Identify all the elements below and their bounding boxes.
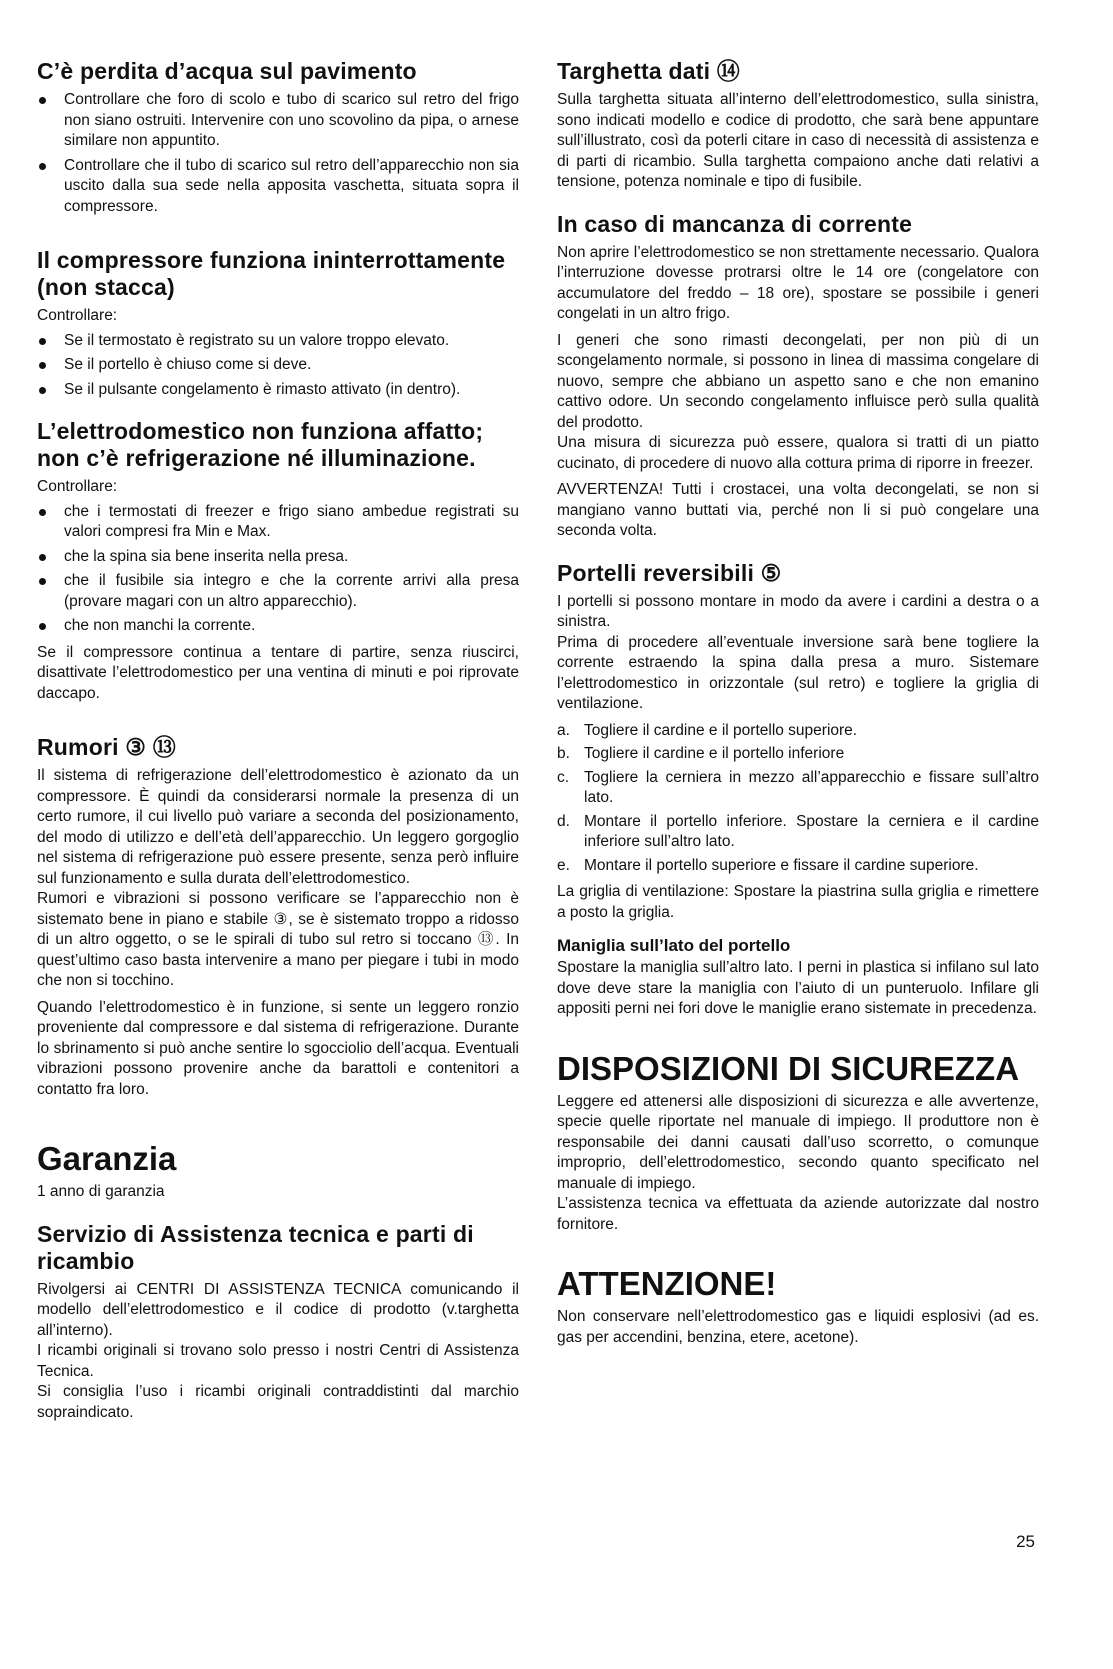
section-service (37, 1221, 519, 1424)
subheading-handle: Maniglia sull’lato del portello (557, 936, 791, 955)
bullet-icon (39, 163, 46, 170)
intro-text: Controllare: (37, 307, 118, 324)
heading-compressor: Il compressore funziona ininterrottamente (non stacca) (37, 247, 506, 300)
heading-rating-plate: Targhetta dati ⑭ (557, 58, 740, 84)
paragraph: Quando l’elettrodomestico è in funzione, si sente un leggero ronzio proveniente dal compressore e dal sistema di refrigerazione. Durante lo sbrinamento si può anche sentire lo sgocciolio dell’acqua. Eventuali vibrazioni possono provenire anche da barattoli e contenitori a contatto fra loro. (37, 998, 519, 1098)
bullet-icon (39, 509, 46, 516)
heading-not-working: L’elettrodomestico non funziona affatto; non c’è refrigerazione né illuminazione. (37, 418, 484, 471)
heading-safety: DISPOSIZIONI DI SICUREZZA (557, 1049, 1020, 1087)
paragraph: Non conservare nell’elettrodomestico gas e liquidi esplosivi (ad es. gas per accendini, benzina, etere, acetone). (557, 1308, 1039, 1346)
paragraph: Sulla targhetta situata all’interno dell’elettrodomestico, sulla sinistra, sono indicati modello e codice di prodotto, che sarà bene appuntare sull’illustrato, così da poterli citare in caso di necessità di assistenza e di parti di ricambio. Sulla targhetta compaiono anche dati relativi a tensione, potenza nominale e tipo di fusibile. (557, 91, 1039, 190)
heading-warranty: Garanzia (37, 1140, 177, 1177)
right-column (557, 58, 1039, 1354)
section-rating-plate (557, 58, 1039, 193)
heading-attention: ATTENZIONE! (557, 1265, 777, 1302)
list-item: Controllare che il tubo di scarico sul retro dell’apparecchio non sia uscito dalla sua sede nella apposita vaschetta, situata sopra il compressore. (37, 156, 519, 218)
paragraph: Rumori e vibrazioni si possono verificare se l’apparecchio non è sistemato bene in piano e stabile ③, se è sistemato troppo a ridosso di un altro oggetto, o se le spirali di tubo sul retro si toccano ⑬. In quest’ultimo caso basta intervenire a mano per piegare i tubi in modo che non si tocchino. (37, 890, 519, 989)
paragraph: Una misura di sicurezza può essere, qualora si tratti di un piatto cucinato, di procedere di nuovo alla cottura prima di riporre in freezer. (557, 434, 1039, 472)
section-safety (557, 1050, 1039, 1236)
bullet-list (37, 90, 519, 217)
section-attention (557, 1265, 1039, 1348)
intro-text: Controllare: (37, 478, 118, 495)
list-item: Se il portello è chiuso come si deve. (37, 355, 519, 376)
list-item: Se il termostato è registrato su un valore troppo elevato. (37, 331, 519, 352)
paragraph: La griglia di ventilazione: Spostare la piastrina sulla griglia e rimettere a posto la griglia. (557, 883, 1039, 921)
paragraph: AVVERTENZA! Tutti i crostacei, una volta decongelati, se non si mangiano vanno buttati via, perché non li si può congelare una seconda volta. (557, 481, 1039, 539)
paragraph: Leggere ed attenersi alle disposizioni di sicurezza e alle avvertenze, specie quelle riportate nel manuale di impiego. Il produttore non è responsabile dei danni causati dall’uso scorretto, o comunque improprio, dell’elettrodomestico, secondo quanto specificato nel manuale di impiego. (557, 1092, 1039, 1192)
section-noise (37, 734, 519, 1100)
list-item: b. Togliere il cardine e il portello inferiore (557, 745, 845, 762)
list-item: Se il pulsante congelamento è rimasto attivato (in dentro). (37, 380, 519, 401)
paragraph: Prima di procedere all’eventuale inversione sarà bene togliere la corrente estraendo la spina dalla presa a muro. Sistemare l’elettrodomestico in orizzontale (sul retro) e togliere la griglia di ventilazione. (557, 633, 1039, 712)
paragraph: Non aprire l’elettrodomestico se non strettamente necessario. Qualora l’interruzione dovesse protrarsi oltre le 14 ore (congelatore con accumulatore del freddo – 18 ore), spostare se possibile i generi congelati in un altro frigo. (557, 243, 1039, 322)
list-item: a. Togliere il cardine e il portello superiore. (557, 721, 858, 739)
list-item: che i termostati di freezer e frigo siano ambedue registrati su valori compresi fra Min e Max. (37, 502, 519, 543)
bullet-icon (39, 338, 46, 345)
paragraph: Spostare la maniglia sull’altro lato. I perni in plastica si infilano sul lato dove deve stare la maniglia con l’aiuto di un punteruolo. Infilare gli appositi perni nei fori dove le maniglie erano sistemate in precedenza. (557, 959, 1039, 1017)
heading-service: Servizio di Assistenza tecnica e parti di ricambio (37, 1220, 474, 1274)
section-compressor (37, 247, 519, 400)
paragraph: Rivolgersi ai CENTRI DI ASSISTENZA TECNICA comunicando il modello dell’elettrodomestico e il codice di prodotto (v.targhetta all’interno). (37, 1280, 519, 1339)
section-not-working (37, 418, 519, 704)
section-water-leak (37, 58, 519, 217)
bullet-icon (39, 623, 46, 630)
list-item: che non manchi la corrente. (37, 616, 519, 637)
paragraph: I generi che sono rimasti decongelati, per non più di un scongelamento normale, si possono in linea di massima congelare di nuovo, sempre che abbiano un aspetto sano e che non emanino cattivo odore. Un secondo congelamento influisce però sulla qualità del prodotto. (557, 331, 1039, 431)
list-item: c. Togliere la cerniera in mezzo all’apparecchio e fissare sull’altro lato. (557, 768, 1039, 806)
bullet-list (37, 502, 519, 637)
section-power-failure (557, 211, 1039, 542)
heading-water-leak: C’è perdita d’acqua sul pavimento (37, 58, 417, 84)
bullet-list (37, 331, 519, 401)
bullet-icon (39, 578, 46, 585)
warranty-text: 1 anno di garanzia (37, 1183, 165, 1200)
bullet-icon (39, 362, 46, 369)
heading-reversible-doors: Portelli reversibili ⑤ (557, 559, 782, 586)
left-column (37, 58, 519, 1429)
list-item: che la spina sia bene inserita nella presa. (37, 547, 519, 568)
list-item: Controllare che foro di scolo e tubo di scarico sul retro del frigo non siano ostruiti. Intervenire con uno scovolino da pipa, o arnese similare non appuntito. (37, 90, 519, 152)
bullet-icon (39, 554, 46, 561)
page-number: 25 (1016, 1532, 1035, 1551)
list-item: e. Montare il portello superiore e fissare il cardine superiore. (557, 856, 979, 874)
heading-power-failure: In caso di mancanza di corrente (557, 210, 913, 237)
bullet-icon (39, 97, 46, 104)
heading-noise: Rumori ③ ⑬ (37, 734, 176, 760)
list-item: d. Montare il portello inferiore. Spostare la cerniera e il cardine inferiore sull’altro lato. (557, 812, 1039, 850)
steps-list (557, 721, 1039, 877)
section-reversible-doors (557, 560, 1039, 1020)
paragraph: I portelli si possono montare in modo da avere i cardini a destra o a sinistra. (557, 592, 1039, 630)
list-item: che il fusibile sia integro e che la corrente arrivi alla presa (provare magari con un altro apparecchio). (37, 571, 519, 612)
paragraph: Se il compressore continua a tentare di partire, senza riuscirci, disattivate l’elettrodomestico per una ventina di minuti e poi riprovate daccapo. (37, 643, 519, 702)
paragraph: Si consiglia l’uso i ricambi originali contraddistinti dal marchio sopraindicato. (37, 1383, 519, 1421)
paragraph: L’assistenza tecnica va effettuata da aziende autorizzate dal nostro fornitore. (557, 1195, 1039, 1233)
bullet-icon (39, 387, 46, 394)
paragraph: Il sistema di refrigerazione dell’elettrodomestico è azionato da un compressore. È quindi da considerarsi normale la presenza di un certo rumore, il cui livello può variare a seconda del posizionamento, del modo di utilizzo e dell’età dell’apparecchio. Un leggero gorgoglio nel sistema di refrigerazione può essere presente, senza però influire sul funzionamento e sulla durata dell’elettrodomestico. (37, 767, 519, 887)
paragraph: I ricambi originali si trovano solo presso i nostri Centri di Assistenza Tecnica. (37, 1342, 519, 1380)
section-warranty (37, 1140, 519, 1203)
